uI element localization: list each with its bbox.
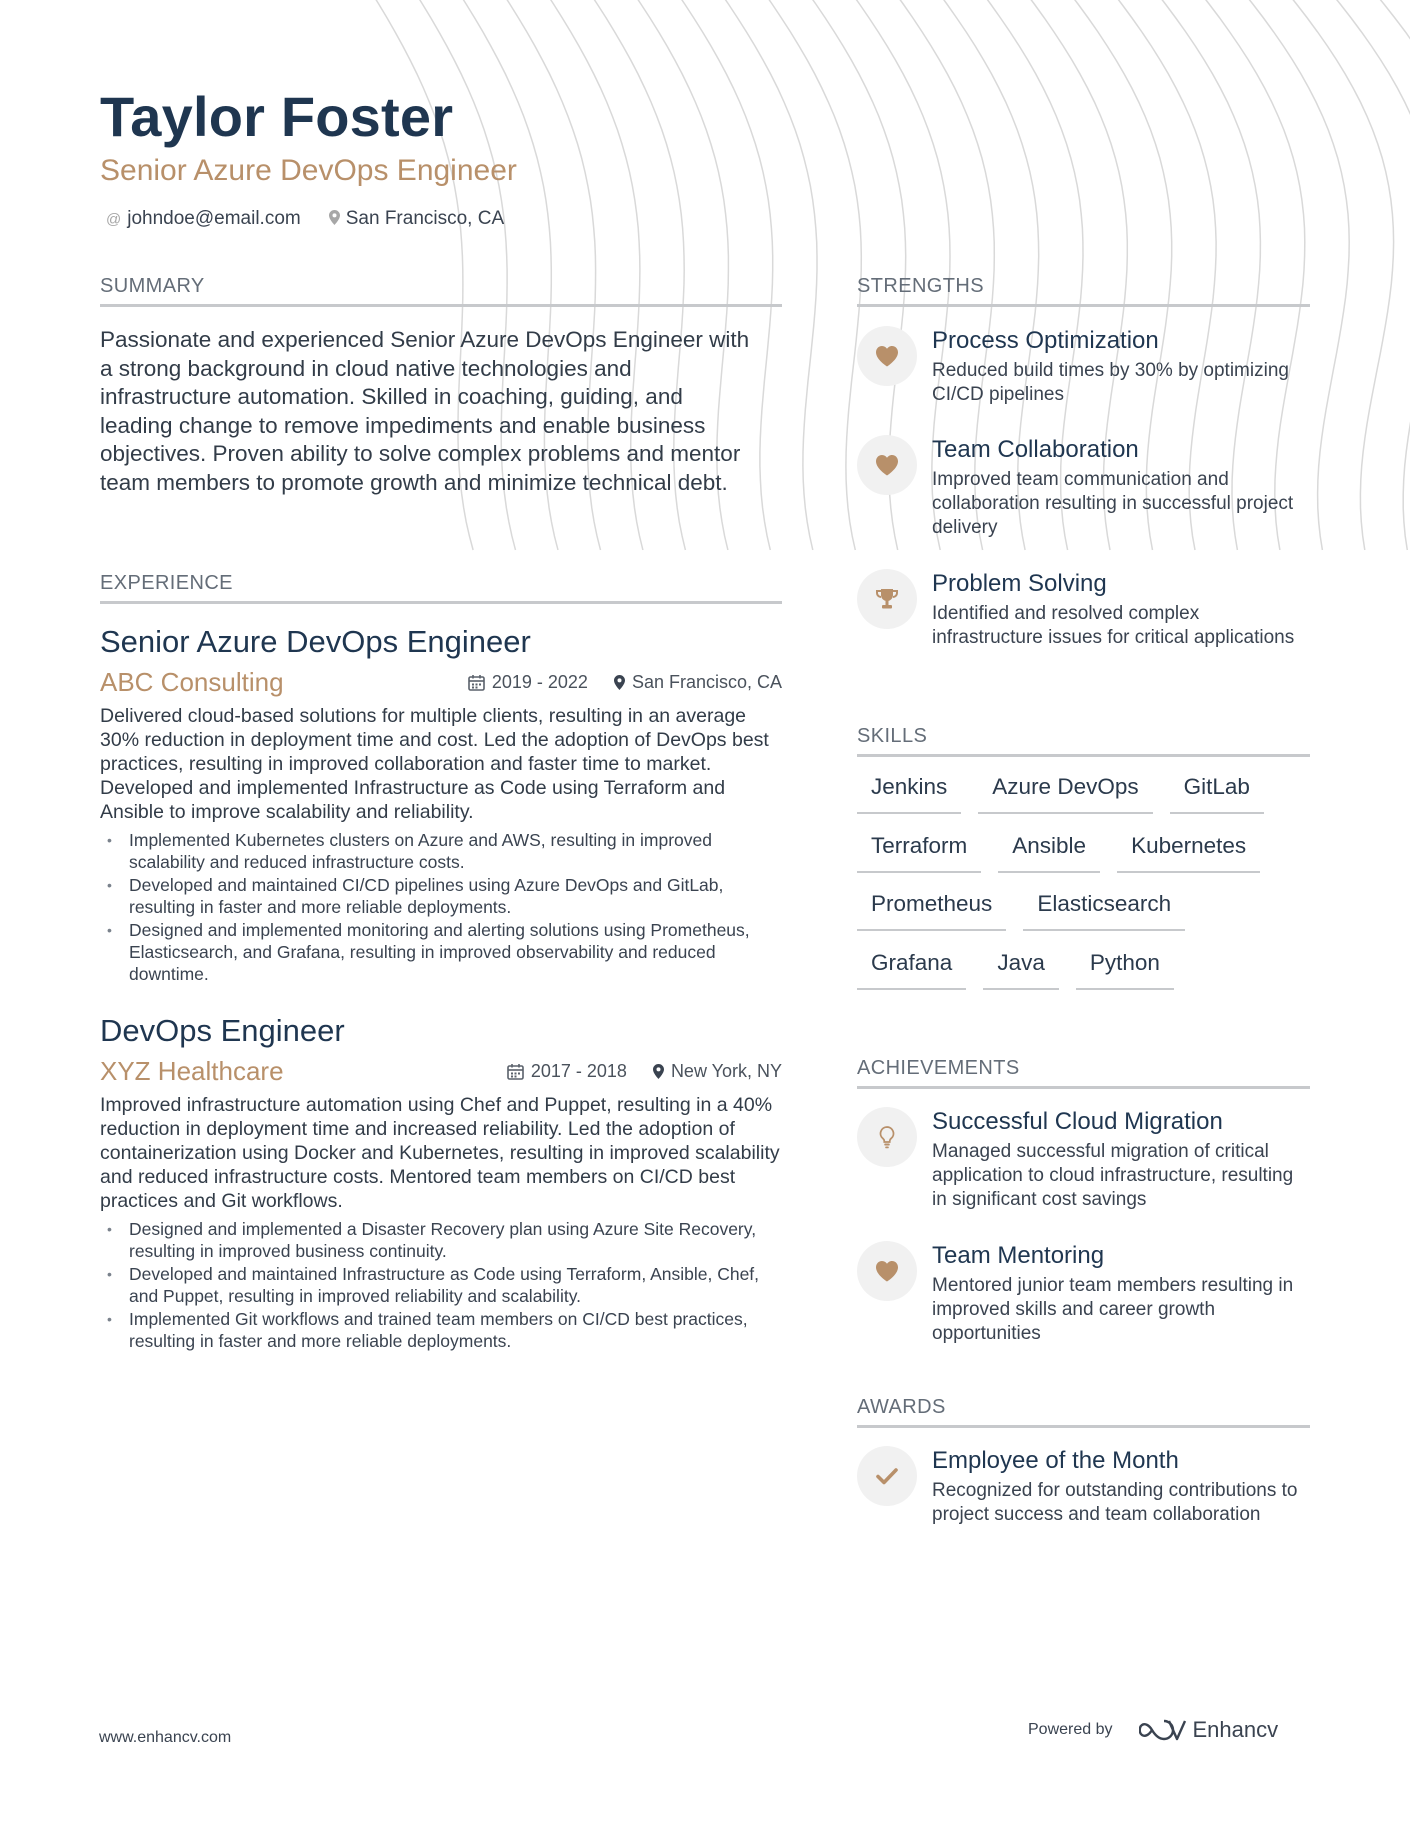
job-title: Senior Azure DevOps Engineer — [100, 624, 531, 659]
job-description: Improved infrastructure automation using Chef and Puppet, resulting in a 40% reduction in deployment time and increased reliability. Led the adoption of containerization using Docker and Kubernetes, resulting in improved scalability and reduced infrastructure costs. Mentored team members on CI/CD best practices and Git workflows. — [100, 1094, 780, 1212]
job-bullets — [100, 1218, 782, 1352]
company-name: XYZ Healthcare — [100, 1056, 284, 1086]
job-location-text: New York, NY — [670, 1061, 782, 1081]
job-description: Delivered cloud-based solutions for multiple clients, resulting in an average 30% reduction in deployment time and cost. Led the adoption of DevOps best practices, resulting in improved collaboration and faster time to market. Developed and implemented Infrastructure as Code using Terraform and Ansible to improve scalability and reliability. — [100, 705, 769, 823]
skill-row — [857, 946, 1317, 1005]
heart-icon — [857, 326, 917, 386]
skill-tag: Prometheus — [857, 887, 1006, 931]
skills-list — [857, 770, 1317, 1004]
achievement-description: Mentored junior team members resulting in improved skills and career growth opportunities — [932, 1275, 1294, 1344]
achievement-item — [857, 1241, 1312, 1346]
skill-row — [857, 887, 1317, 946]
skill-tag: Kubernetes — [1117, 829, 1260, 873]
job-location — [614, 672, 782, 693]
strength-title: Process Optimization — [932, 327, 1159, 354]
skill-tag: Jenkins — [857, 770, 961, 814]
skill-tag: Grafana — [857, 946, 966, 990]
job-bullets — [100, 829, 782, 986]
strength-title: Problem Solving — [932, 570, 1107, 597]
skill-tag: Python — [1076, 946, 1174, 990]
skill-tag: Ansible — [998, 829, 1100, 873]
experience-heading: EXPERIENCE — [100, 572, 782, 604]
location-text: San Francisco, CA — [345, 208, 505, 229]
list-item: • Designed and implemented a Disaster Recovery plan using Azure Site Recovery, resulting in improved business continuity. — [100, 1218, 782, 1263]
list-item: • Implemented Git workflows and trained team members on CI/CD best practices, resulting in faster and more reliable deployments. — [100, 1308, 782, 1353]
location-pin-icon — [614, 675, 625, 690]
footer-website[interactable]: www.enhancv.com — [99, 1729, 232, 1746]
job-location-text: San Francisco, CA — [631, 672, 782, 692]
lightbulb-icon — [857, 1107, 917, 1167]
job-dates — [507, 1061, 627, 1082]
job-dates-text: 2019 - 2022 — [491, 672, 588, 692]
calendar-icon — [507, 1063, 524, 1080]
list-item: • Developed and maintained Infrastructure as Code using Terraform, Ansible, Chef, and Puppet, resulting in improved reliability and scalability. — [100, 1263, 782, 1308]
brand-name: Enhancv — [1192, 1717, 1279, 1742]
achievement-description: Managed successful migration of critical application to cloud infrastructure, resulting in significant cost savings — [932, 1141, 1294, 1210]
checkmark-icon — [857, 1446, 917, 1506]
job-meta — [100, 667, 782, 698]
award-title: Employee of the Month — [932, 1447, 1179, 1474]
skill-tag: Terraform — [857, 829, 981, 873]
contact-info — [106, 208, 532, 230]
skill-row — [857, 829, 1317, 888]
contact-location — [329, 208, 504, 230]
trophy-icon — [857, 569, 917, 629]
strength-description: Reduced build times by 30% by optimizing CI/CD pipelines — [932, 360, 1289, 405]
candidate-title: Senior Azure DevOps Engineer — [100, 154, 517, 187]
job-dates — [468, 672, 588, 693]
calendar-icon — [468, 674, 485, 691]
skills-heading: SKILLS — [857, 725, 1310, 757]
candidate-name: Taylor Foster — [100, 85, 454, 148]
infinity-logo-icon — [1139, 1717, 1187, 1743]
job-meta — [100, 1056, 782, 1087]
footer-powered-by — [1028, 1717, 1278, 1743]
company-name: ABC Consulting — [100, 667, 284, 697]
achievements-heading: ACHIEVEMENTS — [857, 1057, 1310, 1089]
email-text: johndoe@email.com — [127, 208, 301, 229]
achievement-item — [857, 1107, 1312, 1212]
job-dates-text: 2017 - 2018 — [530, 1061, 627, 1081]
skill-row — [857, 770, 1317, 829]
enhancv-logo[interactable] — [1139, 1717, 1279, 1743]
location-pin-icon — [329, 210, 340, 229]
award-description: Recognized for outstanding contributions to project success and team collaboration — [932, 1480, 1298, 1525]
award-item — [857, 1446, 1312, 1527]
achievement-title: Successful Cloud Migration — [932, 1108, 1223, 1135]
strength-description: Improved team communication and collaboration resulting in successful project delivery — [932, 469, 1294, 538]
location-pin-icon — [653, 1064, 664, 1079]
list-item: • Implemented Kubernetes clusters on Azure and AWS, resulting in improved scalability and reduced infrastructure costs. — [100, 829, 782, 874]
heart-icon — [857, 435, 917, 495]
strength-item — [857, 435, 1312, 540]
heart-icon — [857, 1241, 917, 1301]
skill-tag: Java — [983, 946, 1059, 990]
strength-description: Identified and resolved complex infrastructure issues for critical applications — [932, 603, 1295, 648]
list-item: • Designed and implemented monitoring and alerting solutions using Prometheus, Elasticsearch, and Grafana, resulting in improved observability and reduced downtime. — [100, 919, 782, 986]
summary-text: Passionate and experienced Senior Azure DevOps Engineer with a strong background in cloud native technologies and infrastructure automation. Skilled in coaching, guiding, and leading change to remove impediments and enable business objectives. Proven ability to solve complex problems and mentor team members to promote growth and minimize technical debt. — [100, 327, 750, 495]
skill-tag: GitLab — [1170, 770, 1264, 814]
powered-by-label: Powered by — [1028, 1721, 1113, 1738]
strength-item — [857, 326, 1312, 407]
awards-heading: AWARDS — [857, 1396, 1310, 1428]
job-title: DevOps Engineer — [100, 1013, 345, 1048]
skill-tag: Azure DevOps — [978, 770, 1152, 814]
strengths-heading: STRENGTHS — [857, 275, 1310, 307]
achievement-title: Team Mentoring — [932, 1242, 1105, 1269]
strength-item — [857, 569, 1312, 650]
job-location — [653, 1061, 782, 1082]
summary-heading: SUMMARY — [100, 275, 782, 307]
contact-email[interactable] — [106, 208, 301, 230]
list-item: • Developed and maintained CI/CD pipelines using Azure DevOps and GitLab, resulting in faster and more reliable deployments. — [100, 874, 782, 919]
strength-title: Team Collaboration — [932, 436, 1139, 463]
skill-tag: Elasticsearch — [1023, 887, 1185, 931]
at-sign-icon: @ — [106, 210, 122, 228]
